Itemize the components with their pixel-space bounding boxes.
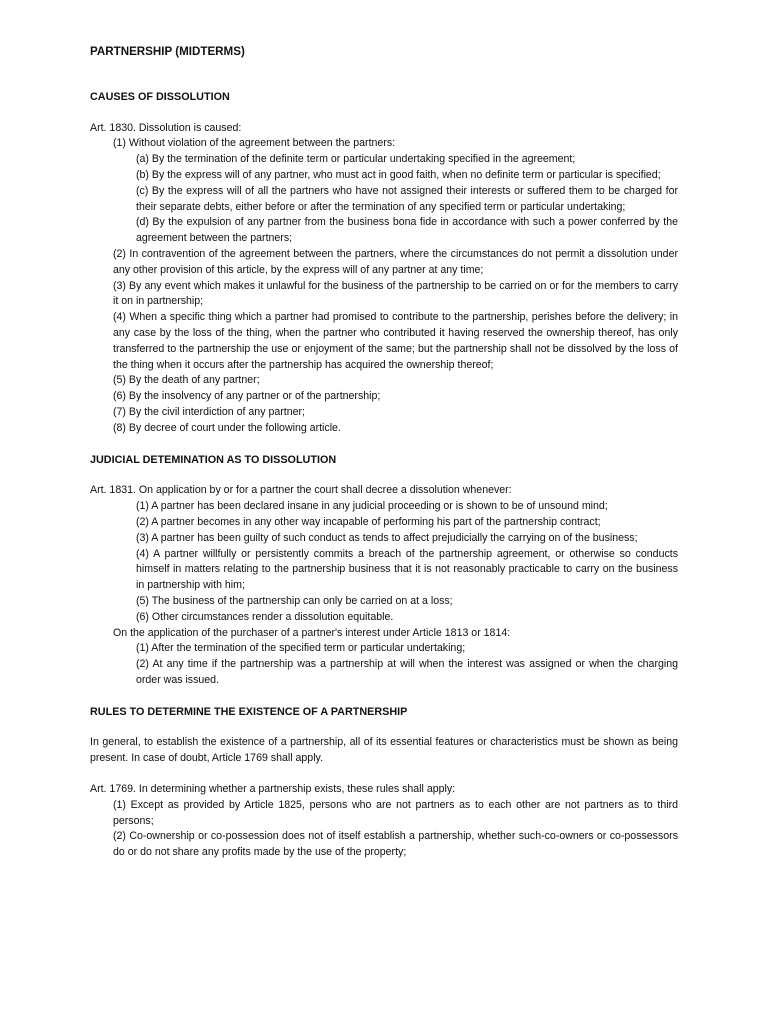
list-item: On the application of the purchaser of a partner's interest under Article 1813 or 1814: [113, 626, 511, 639]
spacer [90, 689, 678, 705]
list-item: (a) By the termination of the definite term or particular undertaking specified in the agreement; [136, 153, 576, 166]
list-item: (1) Except as provided by Article 1825, persons who are not partners as to each other are not partners as to third persons; [113, 798, 678, 827]
article-intro: Art. 1769. In determining whether a partnership exists, these rules shall apply: [90, 783, 456, 796]
list-item: (1) Without violation of the agreement between the partners: [113, 137, 396, 150]
list-item: (3) A partner has been guilty of such conduct as tends to affect prejudicially the carrying on of the business; [136, 531, 638, 544]
spacer [90, 767, 678, 782]
list-item: (c) By the express will of all the partners who have not assigned their interests or suffered them to be charged for their separate debts, either before or after the termination of any specified term or particular undertaking; [136, 184, 678, 213]
article-intro: Art. 1830. Dissolution is caused: [90, 121, 242, 134]
article-intro: Art. 1831. On application by or for a partner the court shall decree a dissolution whenever: [90, 484, 512, 497]
list-item: (5) By the death of any partner; [113, 374, 260, 387]
list-item: (6) Other circumstances render a dissolution equitable. [136, 610, 394, 623]
list-item: (b) By the express will of any partner, who must act in good faith, when no definite term or particular is specified; [136, 168, 661, 181]
list-item: (4) When a specific thing which a partner had promised to contribute to the partnership, perishes before the delivery; in any case by the loss of the thing, when the partner who contributed it having reserved the ownership thereof, has only transferred to the partnership the use or enjoyment of the same; but the partnership shall not be dissolved by the loss of the thing when it occurs after the partnership has acquired the ownership thereof; [113, 311, 678, 371]
list-item: (7) By the civil interdiction of any partner; [113, 405, 305, 418]
list-item: (2) Co-ownership or co-possession does not of itself establish a partnership, whether such-co-owners or co-possessors do or do not share any profits made by the use of the property; [113, 830, 678, 859]
document-title: PARTNERSHIP (MIDTERMS) [90, 45, 245, 58]
list-item: (1) After the termination of the specified term or particular undertaking; [136, 642, 466, 655]
list-item: (8) By decree of court under the following article. [113, 421, 341, 434]
document-page [90, 44, 678, 861]
list-item: (4) A partner willfully or persistently commits a breach of the partnership agreement, or otherwise so conducts himself in matters relating to the partnership business that it is not reasonably practicable to carry on the business in partnership with him; [136, 547, 678, 592]
list-item: (2) A partner becomes in any other way incapable of performing his part of the partnership contract; [136, 515, 601, 528]
spacer [90, 437, 678, 453]
section-heading: JUDICIAL DETEMINATION AS TO DISSOLUTION [90, 453, 337, 466]
paragraph: In general, to establish the existence of a partnership, all of its essential features or characteristics must be shown as being present. In case of doubt, Article 1769 shall apply. [90, 736, 678, 765]
list-item: (5) The business of the partnership can only be carried on at a loss; [136, 594, 453, 607]
list-item: (1) A partner has been declared insane in any judicial proceeding or is shown to be of unsound mind; [136, 500, 608, 513]
list-item: (2) In contravention of the agreement between the partners, where the circumstances do not permit a dissolution under any other provision of this article, by the express will of any partner at any time; [113, 247, 678, 276]
list-item: (6) By the insolvency of any partner or of the partnership; [113, 390, 381, 403]
list-item: (2) At any time if the partnership was a partnership at will when the interest was assigned or when the charging order was issued. [136, 658, 678, 686]
section-heading: RULES TO DETERMINE THE EXISTENCE OF A PARTNERSHIP [90, 705, 408, 718]
list-item: (d) By the expulsion of any partner from the business bona fide in accordance with such a power conferred by the agreement between the partners; [136, 216, 678, 245]
list-item: (3) By any event which makes it unlawful for the business of the partnership to be carried on or for the members to carry it on in partnership; [113, 279, 678, 308]
section-heading: CAUSES OF DISSOLUTION [90, 90, 230, 103]
